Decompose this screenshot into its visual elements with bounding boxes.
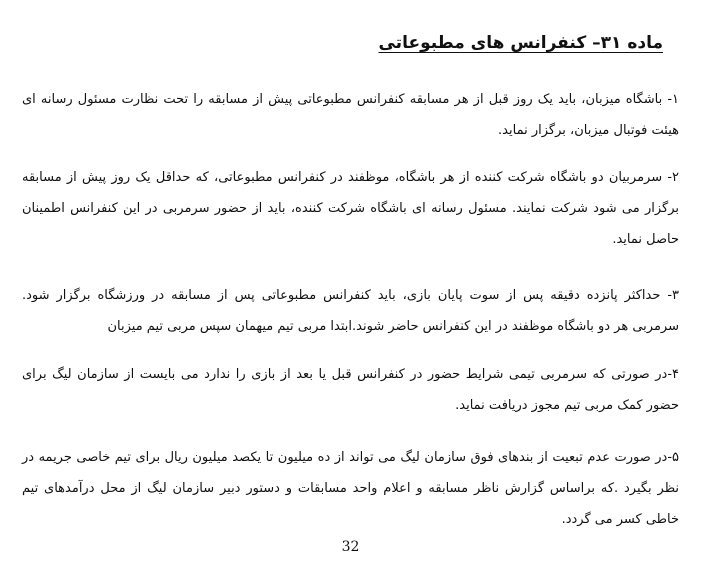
paragraph-5: ۵-در صورت عدم تبعیت از بندهای فوق سازمان لیگ می تواند از ده میلیون تا یکصد میلیون ریال برای تیم خاصی جریمه در نظر بگیرد .که براساس گزارش ناظر مسابقه و اعلام واحد مسابقات و دستور دبیر سازمان لیگ از محل درآمدهای تیم خاطی کسر می گردد. bbox=[22, 450, 679, 527]
article-heading: ماده ۳۱– کنفرانس های مطبوعاتی bbox=[378, 33, 663, 53]
page-number: 32 bbox=[341, 539, 360, 555]
paragraph-3: ۳- حداکثر پانزده دقیقه پس از سوت پایان بازی، باید کنفرانس مطبوعاتی پس از مسابقه در ورزشگاه برگزار شود. سرمربی هر دو باشگاه موظفند در این کنفرانس حاضر شوند.ابتدا مربی تیم میهمان سپس مربی تیم میزبان bbox=[22, 288, 679, 334]
paragraph-1: ۱- باشگاه میزبان، باید یک روز قبل از هر مسابقه کنفرانس مطبوعاتی پیش از مسابقه را تحت نظارت مسئول رسانه ای هیئت فوتبال میزبان، برگزار نماید. bbox=[22, 92, 679, 138]
paragraph-4: ۴-در صورتی که سرمربی تیمی شرایط حضور در کنفرانس قبل یا بعد از بازی را ندارد می بایست از سازمان لیگ برای حضور کمک مربی تیم مجوز دریافت نماید. bbox=[22, 367, 679, 413]
paragraph-2: ۲- سرمربیان دو باشگاه شرکت کننده از هر باشگاه، موظفند در کنفرانس مطبوعاتی، که حداقل یک روز پیش از مسابقه برگزار می شود شرکت نمایند. مسئول رسانه ای باشگاه شرکت کننده، باید از حضور سرمربی در این کنفرانس اطمینان حاصل نماید. bbox=[22, 170, 679, 247]
